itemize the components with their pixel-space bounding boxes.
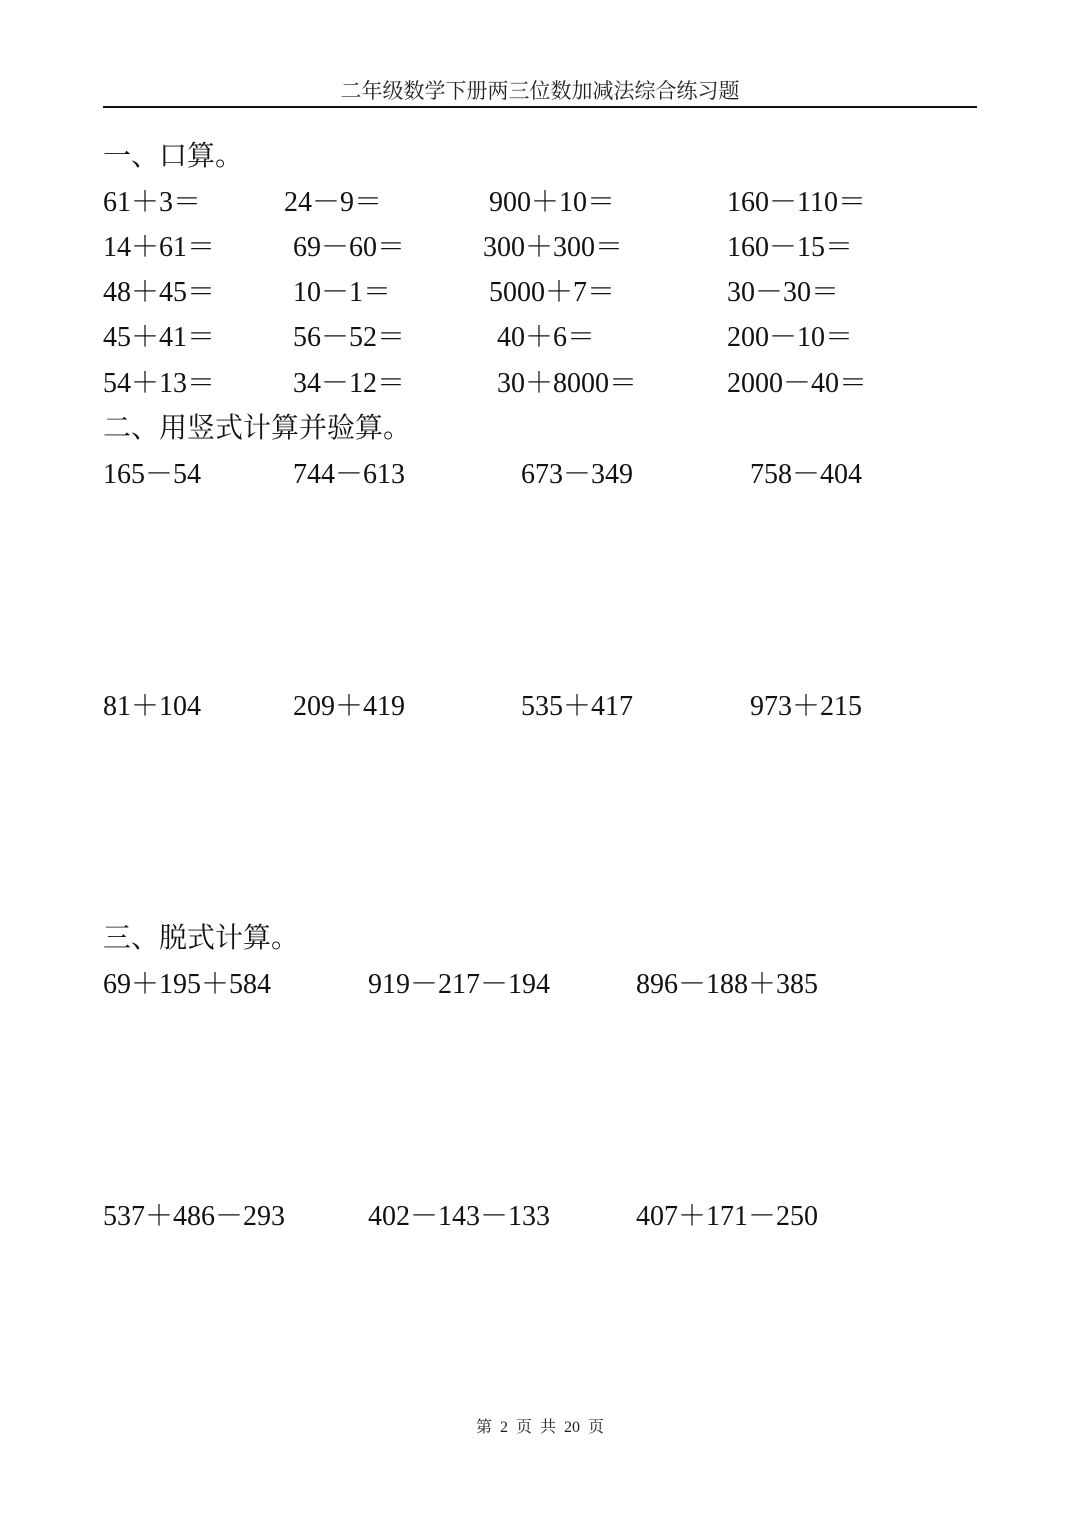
oral-problem: 10－1＝ (293, 277, 392, 308)
page-header-title: 二年级数学下册两三位数加减法综合练习题 (340, 79, 740, 103)
oral-problem: 14＋61＝ (103, 232, 216, 263)
oral-problem: 5000＋7＝ (489, 277, 616, 308)
vertical-problem: 81＋104 (103, 691, 202, 722)
vertical-problem: 535＋417 (521, 691, 634, 722)
oral-problem: 900＋10＝ (489, 187, 616, 218)
stepwise-problem: 896－188＋385 (636, 969, 819, 1000)
vertical-problem: 673－349 (521, 459, 634, 490)
oral-problem: 69－60＝ (293, 232, 406, 263)
oral-problem: 2000－40＝ (727, 368, 868, 399)
oral-problem: 61＋3＝ (103, 187, 202, 218)
oral-problem: 56－52＝ (293, 322, 406, 353)
stepwise-problem: 402－143－133 (368, 1201, 551, 1232)
page-number-footer: 第 2 页 共 20 页 (475, 1419, 604, 1436)
vertical-problem: 209＋419 (293, 691, 406, 722)
vertical-problem: 758－404 (750, 459, 863, 490)
vertical-problem: 973＋215 (750, 691, 863, 722)
oral-problem: 30＋8000＝ (497, 368, 638, 399)
oral-problem: 40＋6＝ (497, 322, 596, 353)
oral-problem: 160－110＝ (727, 187, 866, 218)
oral-problem: 34－12＝ (293, 368, 406, 399)
section-3-heading: 三、脱式计算。 (103, 923, 300, 954)
vertical-problem: 744－613 (293, 459, 406, 490)
oral-problem: 48＋45＝ (103, 277, 216, 308)
oral-problem: 300＋300＝ (483, 232, 624, 263)
section-2-heading: 二、用竖式计算并验算。 (103, 413, 412, 444)
section-1-heading: 一、口算。 (103, 141, 244, 172)
oral-problem: 200－10＝ (727, 322, 854, 353)
stepwise-problem: 919－217－194 (368, 969, 551, 1000)
oral-problem: 54＋13＝ (103, 368, 216, 399)
stepwise-problem: 69＋195＋584 (103, 969, 272, 1000)
stepwise-problem: 537＋486－293 (103, 1201, 286, 1232)
stepwise-problem: 407＋171－250 (636, 1201, 819, 1232)
header-divider (103, 106, 977, 108)
oral-problem: 160－15＝ (727, 232, 854, 263)
oral-problem: 45＋41＝ (103, 322, 216, 353)
oral-problem: 24－9＝ (284, 187, 383, 218)
oral-problem: 30－30＝ (727, 277, 840, 308)
vertical-problem: 165－54 (103, 459, 202, 490)
